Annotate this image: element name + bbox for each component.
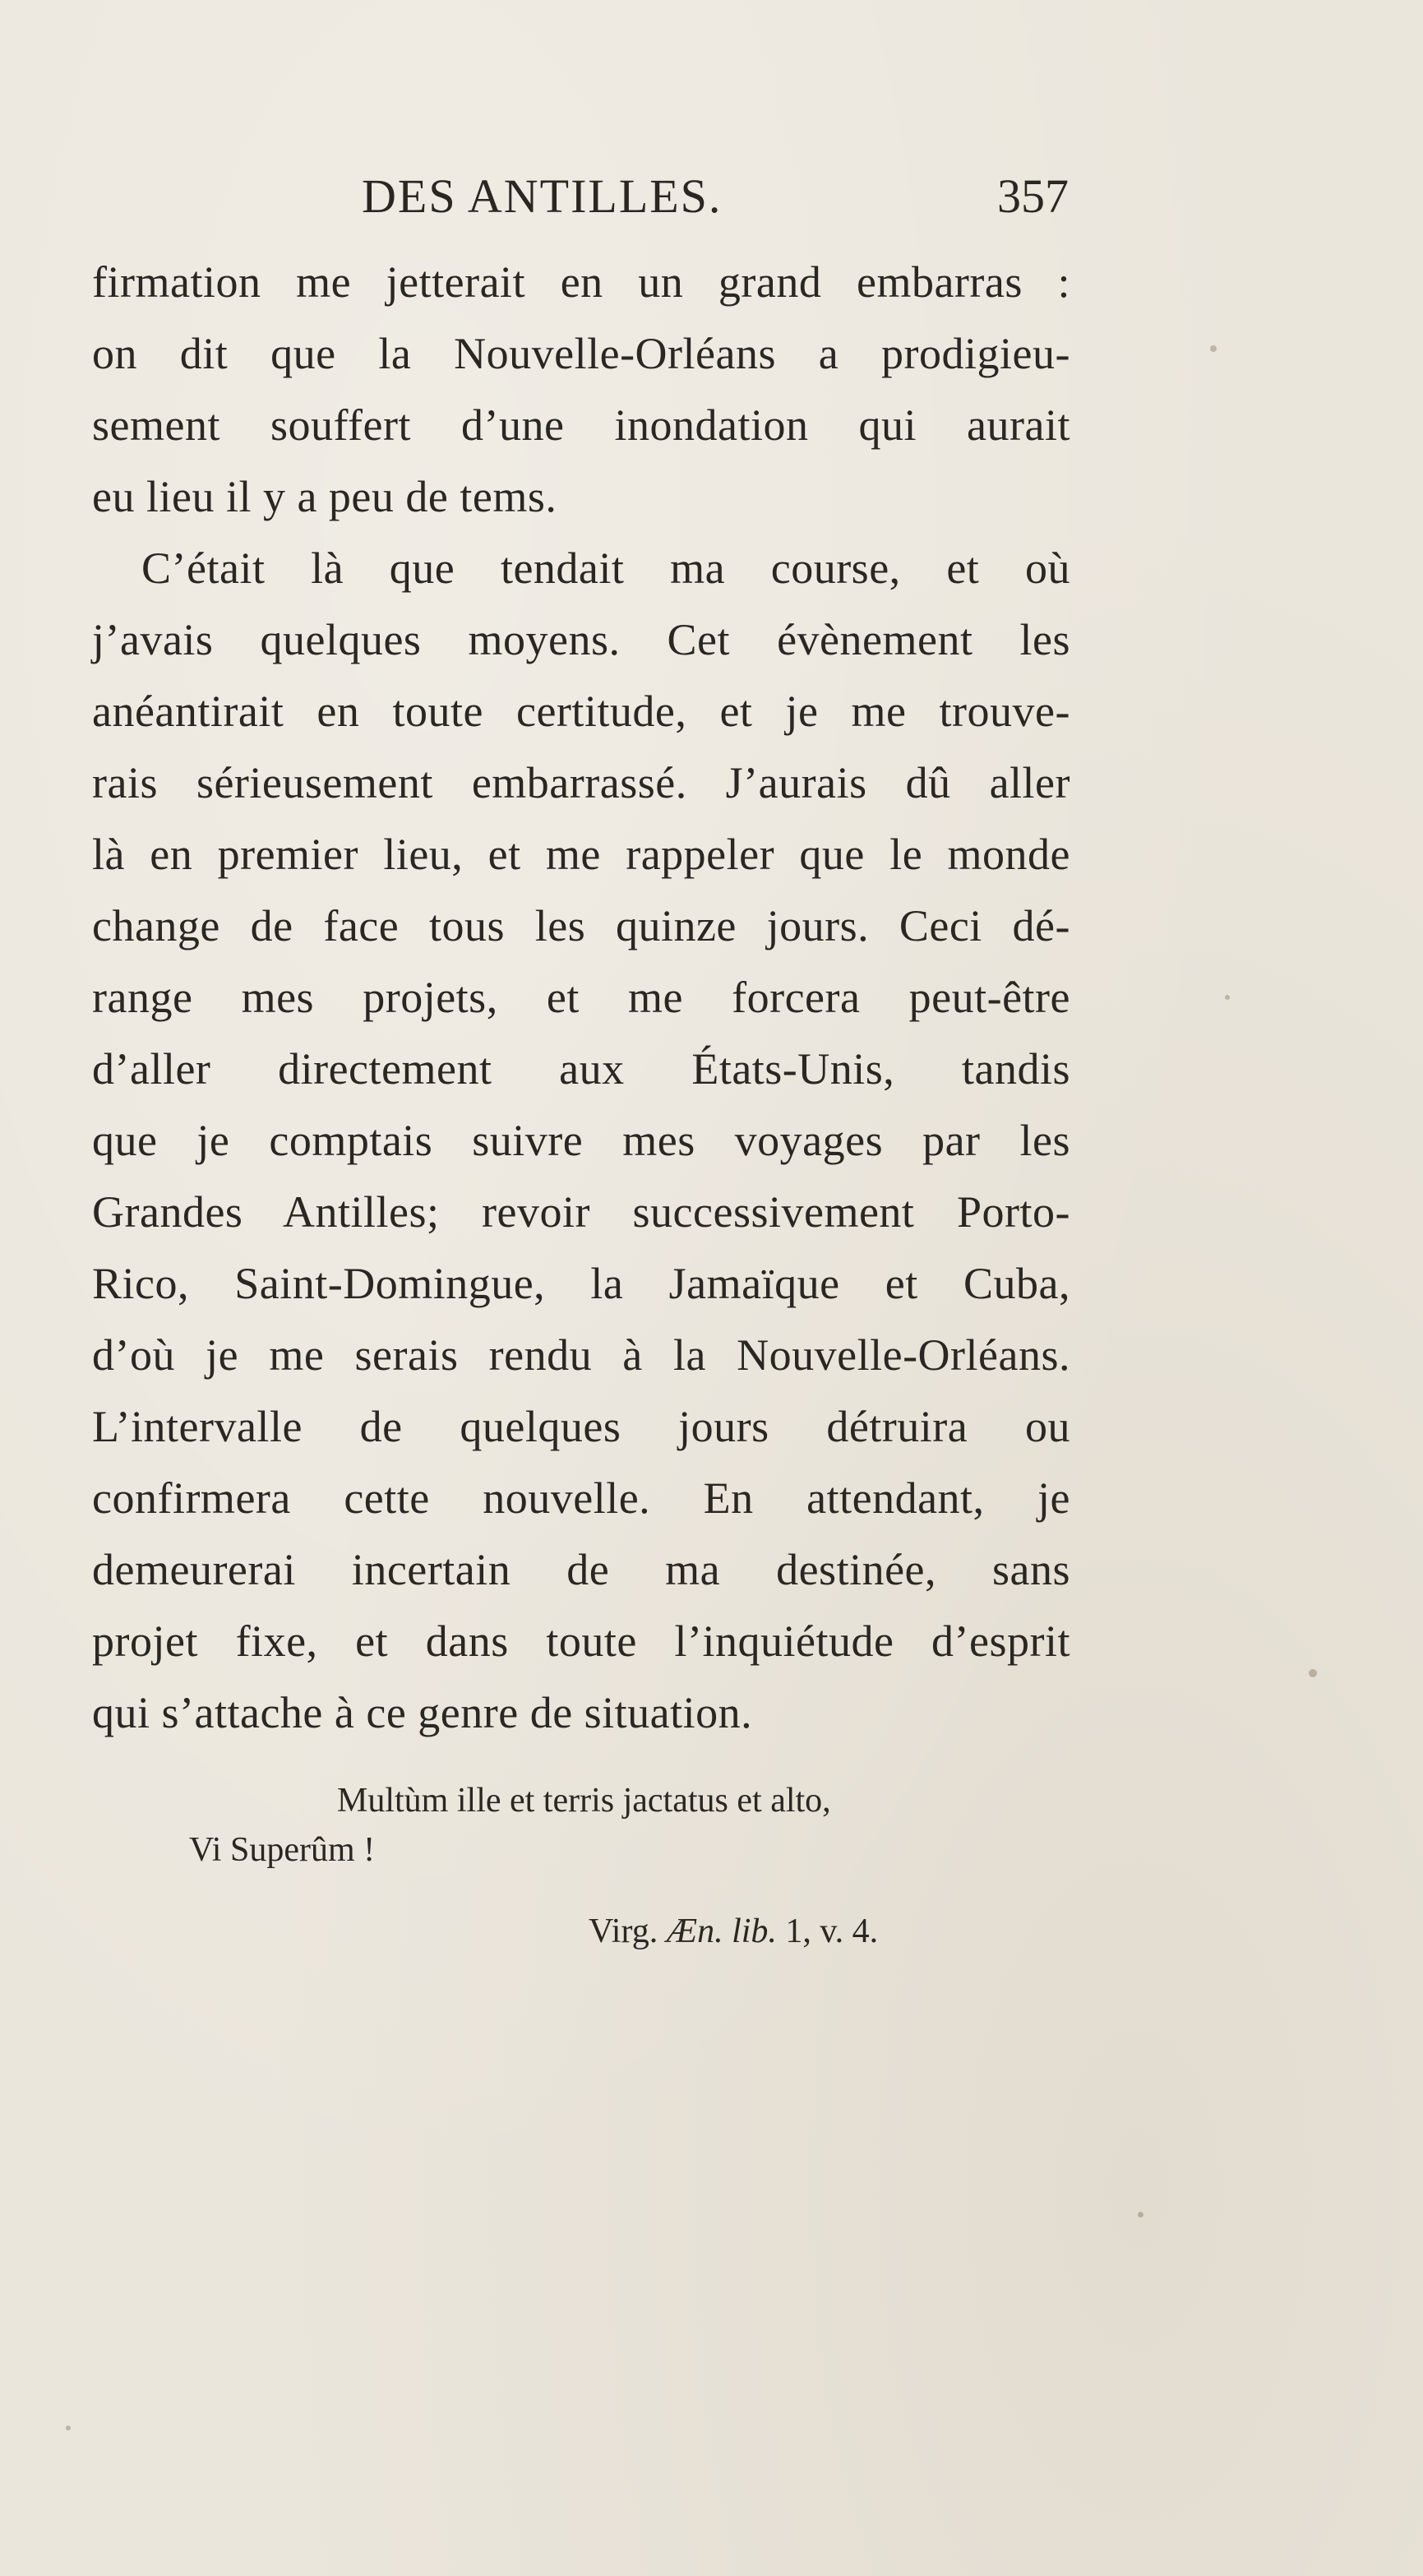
text-line: firmation me jetterait en un grand embarras :: [92, 257, 1070, 307]
citation: [589, 1912, 878, 1951]
foxing-spot: [1210, 345, 1217, 352]
foxing-spot: [1138, 2212, 1143, 2218]
text-line: range mes projets, et me forcera peut-être: [92, 973, 1070, 1022]
text-line: sement souffert d’une inondation qui aurait: [92, 400, 1070, 450]
foxing-spot: [66, 2426, 71, 2430]
citation-work: Æn. lib.: [666, 1912, 777, 1950]
text-line: rais sérieusement embarrassé. J’aurais dû aller: [92, 758, 1070, 807]
text-line: change de face tous les quinze jours. Ceci dé-: [92, 901, 1070, 950]
text-line: L’intervalle de quelques jours détruira ou: [92, 1402, 1070, 1451]
text-line: d’où je me serais rendu à la Nouvelle-Orléans.: [92, 1330, 1070, 1380]
citation-author: Virg.: [589, 1912, 658, 1950]
text-line: là en premier lieu, et me rappeler que le monde: [92, 830, 1070, 879]
text-line: on dit que la Nouvelle-Orléans a prodigieu-: [92, 329, 1070, 378]
text-line: Grandes Antilles; revoir successivement Porto-: [92, 1187, 1070, 1237]
text-line: que je comptais suivre mes voyages par les: [92, 1116, 1070, 1165]
latin-quotation: [189, 1776, 1011, 1875]
text-line: d’aller directement aux États-Unis, tandis: [92, 1044, 1070, 1094]
text-line: qui s’attache à ce genre de situation.: [92, 1688, 753, 1737]
paragraph-first-line: C’était là que tendait ma course, et où: [141, 543, 1070, 593]
foxing-spot: [1309, 1669, 1317, 1677]
text-line: Rico, Saint-Domingue, la Jamaïque et Cuba,: [92, 1259, 1070, 1308]
quote-line: Vi Superûm !: [189, 1831, 376, 1869]
page-header: [362, 169, 1069, 234]
running-title: DES ANTILLES.: [362, 169, 723, 223]
text-line: demeurerai incertain de ma destinée, sans: [92, 1545, 1070, 1594]
quote-line: Multùm ille et terris jactatus et alto,: [337, 1782, 831, 1820]
text-line: projet fixe, et dans toute l’inquiétude d’esprit: [92, 1616, 1070, 1666]
foxing-spot: [1225, 995, 1230, 1000]
text-line: anéantirait en toute certitude, et je me trouve-: [92, 687, 1070, 736]
text-line: j’avais quelques moyens. Cet évènement les: [92, 615, 1070, 664]
body-text: [92, 247, 1070, 1749]
page-number: 357: [997, 169, 1069, 223]
text-line: eu lieu il y a peu de tems.: [92, 472, 557, 521]
text-line: confirmera cette nouvelle. En attendant, je: [92, 1473, 1070, 1523]
citation-reference: 1, v. 4.: [785, 1912, 879, 1950]
